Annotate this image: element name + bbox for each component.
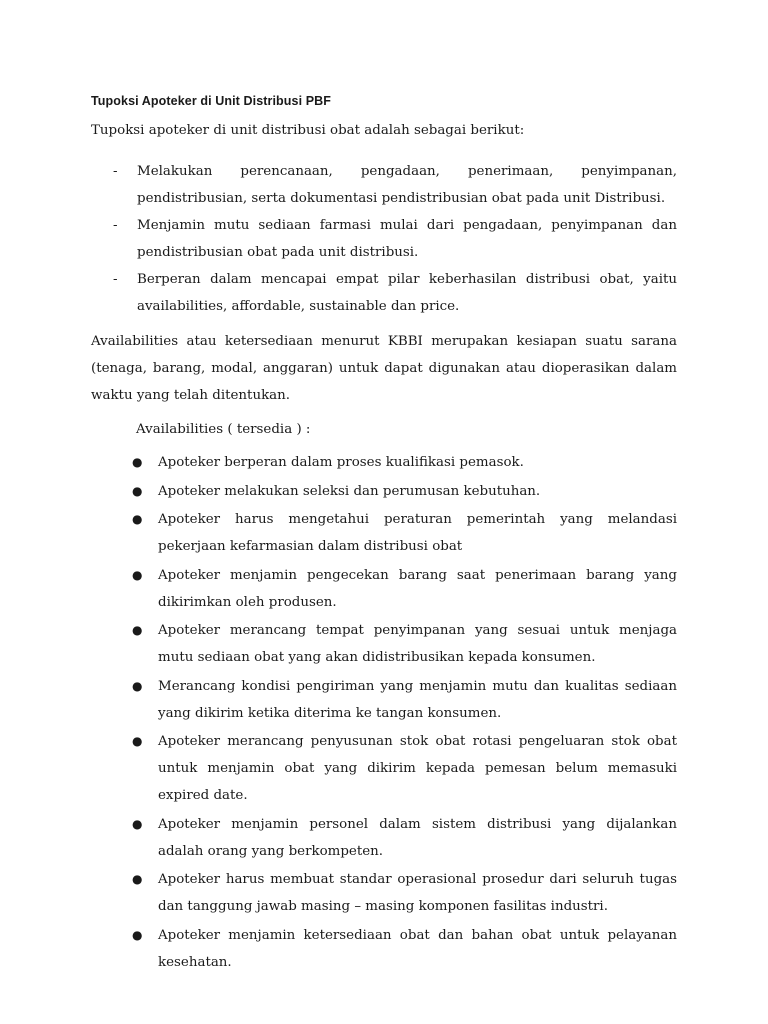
- dash-marker: -: [113, 272, 118, 287]
- list-item: [91, 478, 677, 505]
- list-item: [91, 922, 677, 976]
- bullet-icon: ●: [132, 816, 143, 831]
- list-item-text: Apoteker menjamin personel dalam sistem distribusi yang dijalankan adalah orang yang berkompeten.: [158, 816, 677, 859]
- intro-text: Tupoksi apoteker di unit distribusi obat adalah sebagai berikut:: [91, 123, 525, 138]
- duty-text: Berperan dalam mencapai empat pilar keberhasilan distribusi obat, yaitu availabilities, affordable, sustainable dan price.: [137, 272, 677, 314]
- list-item: [91, 811, 677, 865]
- duty-item: [91, 266, 677, 320]
- bullet-icon: ●: [132, 623, 143, 637]
- bullet-icon: ●: [132, 927, 143, 942]
- list-item-text: Apoteker harus mengetahui peraturan pemerintah yang melandasi pekerjaan kefarmasian dalam distribusi obat: [158, 512, 677, 554]
- bullet-icon: ●: [132, 734, 143, 748]
- availability-paragraph: Availabilities atau ketersediaan menurut KBBI merupakan kesiapan suatu sarana (tenaga, barang, modal, anggaran) untuk dapat digunakan atau dioperasikan dalam waktu yang telah ditentukan.: [91, 334, 677, 403]
- list-item-text: Merancang kondisi pengiriman yang menjamin mutu dan kualitas sediaan yang dikirim ketika diterima ke tangan konsumen.: [158, 678, 677, 721]
- document-heading: Tupoksi Apoteker di Unit Distribusi PBF: [91, 94, 332, 108]
- dash-marker: -: [113, 218, 118, 233]
- duty-text: Melakukan perencanaan, pengadaan, penerimaan, penyimpanan, pendistribusian, serta dokumentasi pendistribusian obat pada unit Distribusi.: [137, 164, 677, 206]
- availabilities-list: [91, 449, 677, 977]
- list-item-text: Apoteker merancang tempat penyimpanan yang sesuai untuk menjaga mutu sediaan obat yang akan didistribusikan kepada konsumen.: [158, 623, 677, 665]
- list-item-text: Apoteker menjamin pengecekan barang saat penerimaan barang yang dikirimkan oleh produsen.: [158, 567, 677, 610]
- bullet-icon: ●: [132, 455, 143, 469]
- bullet-icon: ●: [132, 678, 143, 693]
- list-item-text: Apoteker berperan dalam proses kualifikasi pemasok.: [158, 455, 524, 470]
- list-item: [91, 506, 677, 560]
- list-item: [91, 673, 677, 727]
- list-item-text: Apoteker merancang penyusunan stok obat rotasi pengeluaran stok obat untuk menjamin obat yang dikirim kepada pemesan belum memasuki expired date.: [158, 734, 677, 803]
- list-item: [91, 449, 677, 476]
- list-item: [91, 562, 677, 616]
- duties-list: [91, 158, 677, 320]
- bullet-icon: ●: [132, 567, 143, 582]
- list-item: [91, 866, 677, 920]
- list-item: [91, 617, 677, 671]
- bullet-icon: ●: [132, 872, 143, 886]
- dash-marker: -: [113, 164, 118, 179]
- duty-item: [91, 158, 677, 212]
- list-item: [91, 728, 677, 809]
- list-item-text: Apoteker melakukan seleksi dan perumusan kebutuhan.: [158, 483, 541, 499]
- duty-item: [91, 212, 677, 266]
- bullet-icon: ●: [132, 512, 143, 526]
- bullet-icon: ●: [132, 483, 143, 498]
- duty-text: Menjamin mutu sediaan farmasi mulai dari pengadaan, penyimpanan dan pendistribusian obat pada unit distribusi.: [137, 218, 677, 260]
- list-item-text: Apoteker harus membuat standar operasional prosedur dari seluruh tugas dan tanggung jawab masing – masing komponen fasilitas industri.: [158, 872, 677, 914]
- availabilities-heading: Availabilities ( tersedia ) :: [136, 422, 311, 437]
- list-item-text: Apoteker menjamin ketersediaan obat dan bahan obat untuk pelayanan kesehatan.: [158, 927, 677, 970]
